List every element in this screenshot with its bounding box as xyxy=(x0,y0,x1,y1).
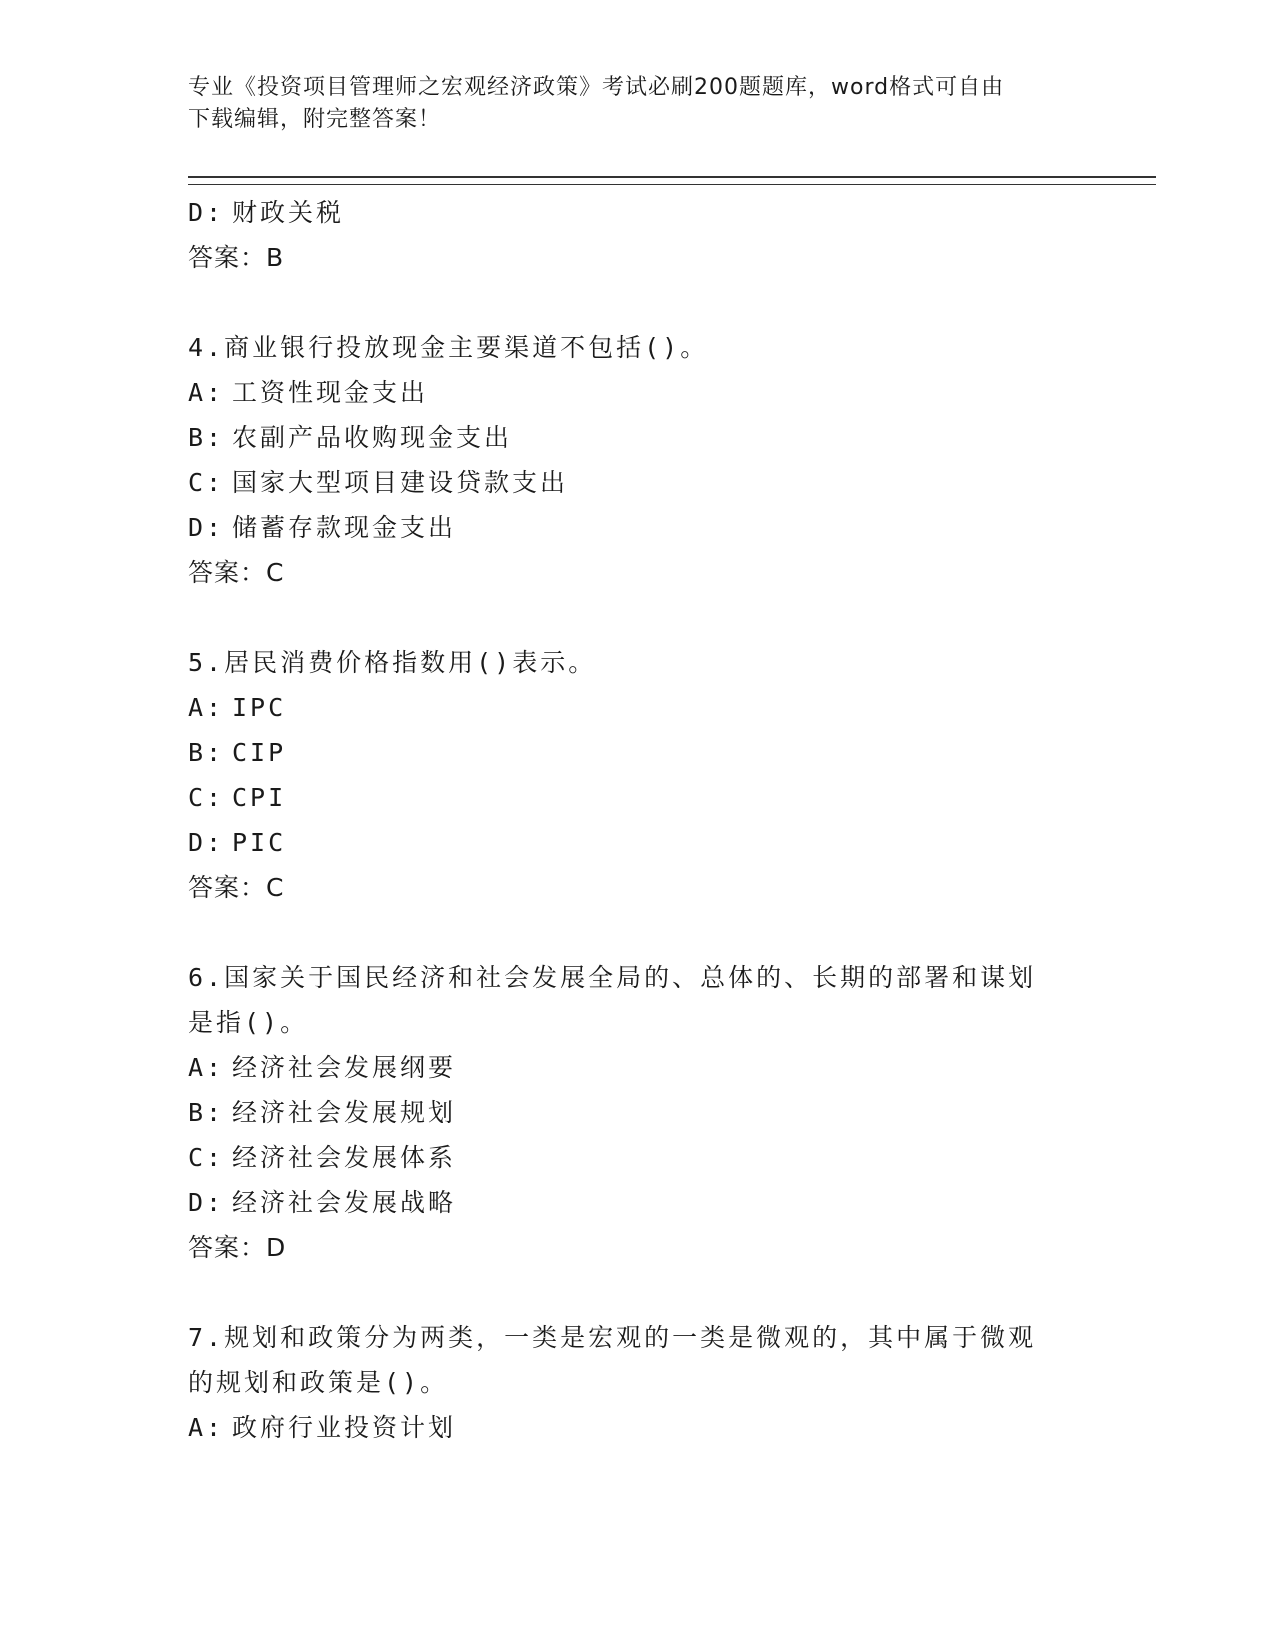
option-letter: B: xyxy=(188,738,225,767)
option-letter: D: xyxy=(188,198,225,227)
document-header xyxy=(188,72,1088,136)
option-letter: C: xyxy=(188,1143,225,1172)
option-b xyxy=(188,730,1088,775)
option-letter: A: xyxy=(188,1413,225,1442)
question-title-continued: 的规划和政策是()。 xyxy=(188,1368,449,1397)
option-d xyxy=(188,1180,1088,1225)
option-text: CPI xyxy=(232,783,287,812)
option-text: PIC xyxy=(232,828,287,857)
option-a xyxy=(188,685,1088,730)
option-letter: B: xyxy=(188,423,225,452)
header-divider xyxy=(188,176,1156,185)
option-letter: C: xyxy=(188,468,225,497)
option-a xyxy=(188,1405,1088,1450)
option-text: 财政关税 xyxy=(232,198,345,227)
spacer xyxy=(188,595,1088,640)
question-title: 4.商业银行投放现金主要渠道不包括()。 xyxy=(188,333,709,362)
question-list xyxy=(188,190,1088,1450)
option-letter: A: xyxy=(188,693,225,722)
answer-label: 答案：C xyxy=(188,558,285,587)
question-title: 5.居民消费价格指数用()表示。 xyxy=(188,648,597,677)
question-title-continued: 是指()。 xyxy=(188,1008,309,1037)
option-c xyxy=(188,460,1088,505)
option-d xyxy=(188,820,1088,865)
question-title: 7.规划和政策分为两类，一类是宏观的一类是微观的，其中属于微观 xyxy=(188,1323,1037,1352)
option-text: 储蓄存款现金支出 xyxy=(232,513,457,542)
option-letter: D: xyxy=(188,513,225,542)
option-c xyxy=(188,1135,1088,1180)
answer-label: 答案：C xyxy=(188,873,285,902)
answer-label: 答案：B xyxy=(188,243,285,272)
option-text: 经济社会发展体系 xyxy=(232,1143,457,1172)
option-text: 经济社会发展战略 xyxy=(232,1188,457,1217)
option-letter: D: xyxy=(188,828,225,857)
option-a xyxy=(188,370,1088,415)
option-text: CIP xyxy=(232,738,287,767)
option-text: 国家大型项目建设贷款支出 xyxy=(232,468,569,497)
header-line-1: 专业《投资项目管理师之宏观经济政策》考试必刷200题题库，word格式可自由 xyxy=(188,75,1005,100)
option-text: 农副产品收购现金支出 xyxy=(232,423,513,452)
option-letter: B: xyxy=(188,1098,225,1127)
option-text: 工资性现金支出 xyxy=(232,378,429,407)
option-text: 经济社会发展纲要 xyxy=(232,1053,457,1082)
option-d xyxy=(188,190,1088,235)
header-line-2: 下载编辑，附完整答案！ xyxy=(188,107,442,132)
option-letter: A: xyxy=(188,378,225,407)
spacer xyxy=(188,910,1088,955)
option-d xyxy=(188,505,1088,550)
spacer xyxy=(188,1270,1088,1315)
option-c xyxy=(188,775,1088,820)
option-letter: C: xyxy=(188,783,225,812)
question-title: 6.国家关于国民经济和社会发展全局的、总体的、长期的部署和谋划 xyxy=(188,963,1037,992)
option-a xyxy=(188,1045,1088,1090)
option-text: 经济社会发展规划 xyxy=(232,1098,457,1127)
option-letter: A: xyxy=(188,1053,225,1082)
option-text: IPC xyxy=(232,693,287,722)
option-b xyxy=(188,415,1088,460)
answer-label: 答案：D xyxy=(188,1233,287,1262)
spacer xyxy=(188,280,1088,325)
option-text: 政府行业投资计划 xyxy=(232,1413,457,1442)
option-b xyxy=(188,1090,1088,1135)
option-letter: D: xyxy=(188,1188,225,1217)
